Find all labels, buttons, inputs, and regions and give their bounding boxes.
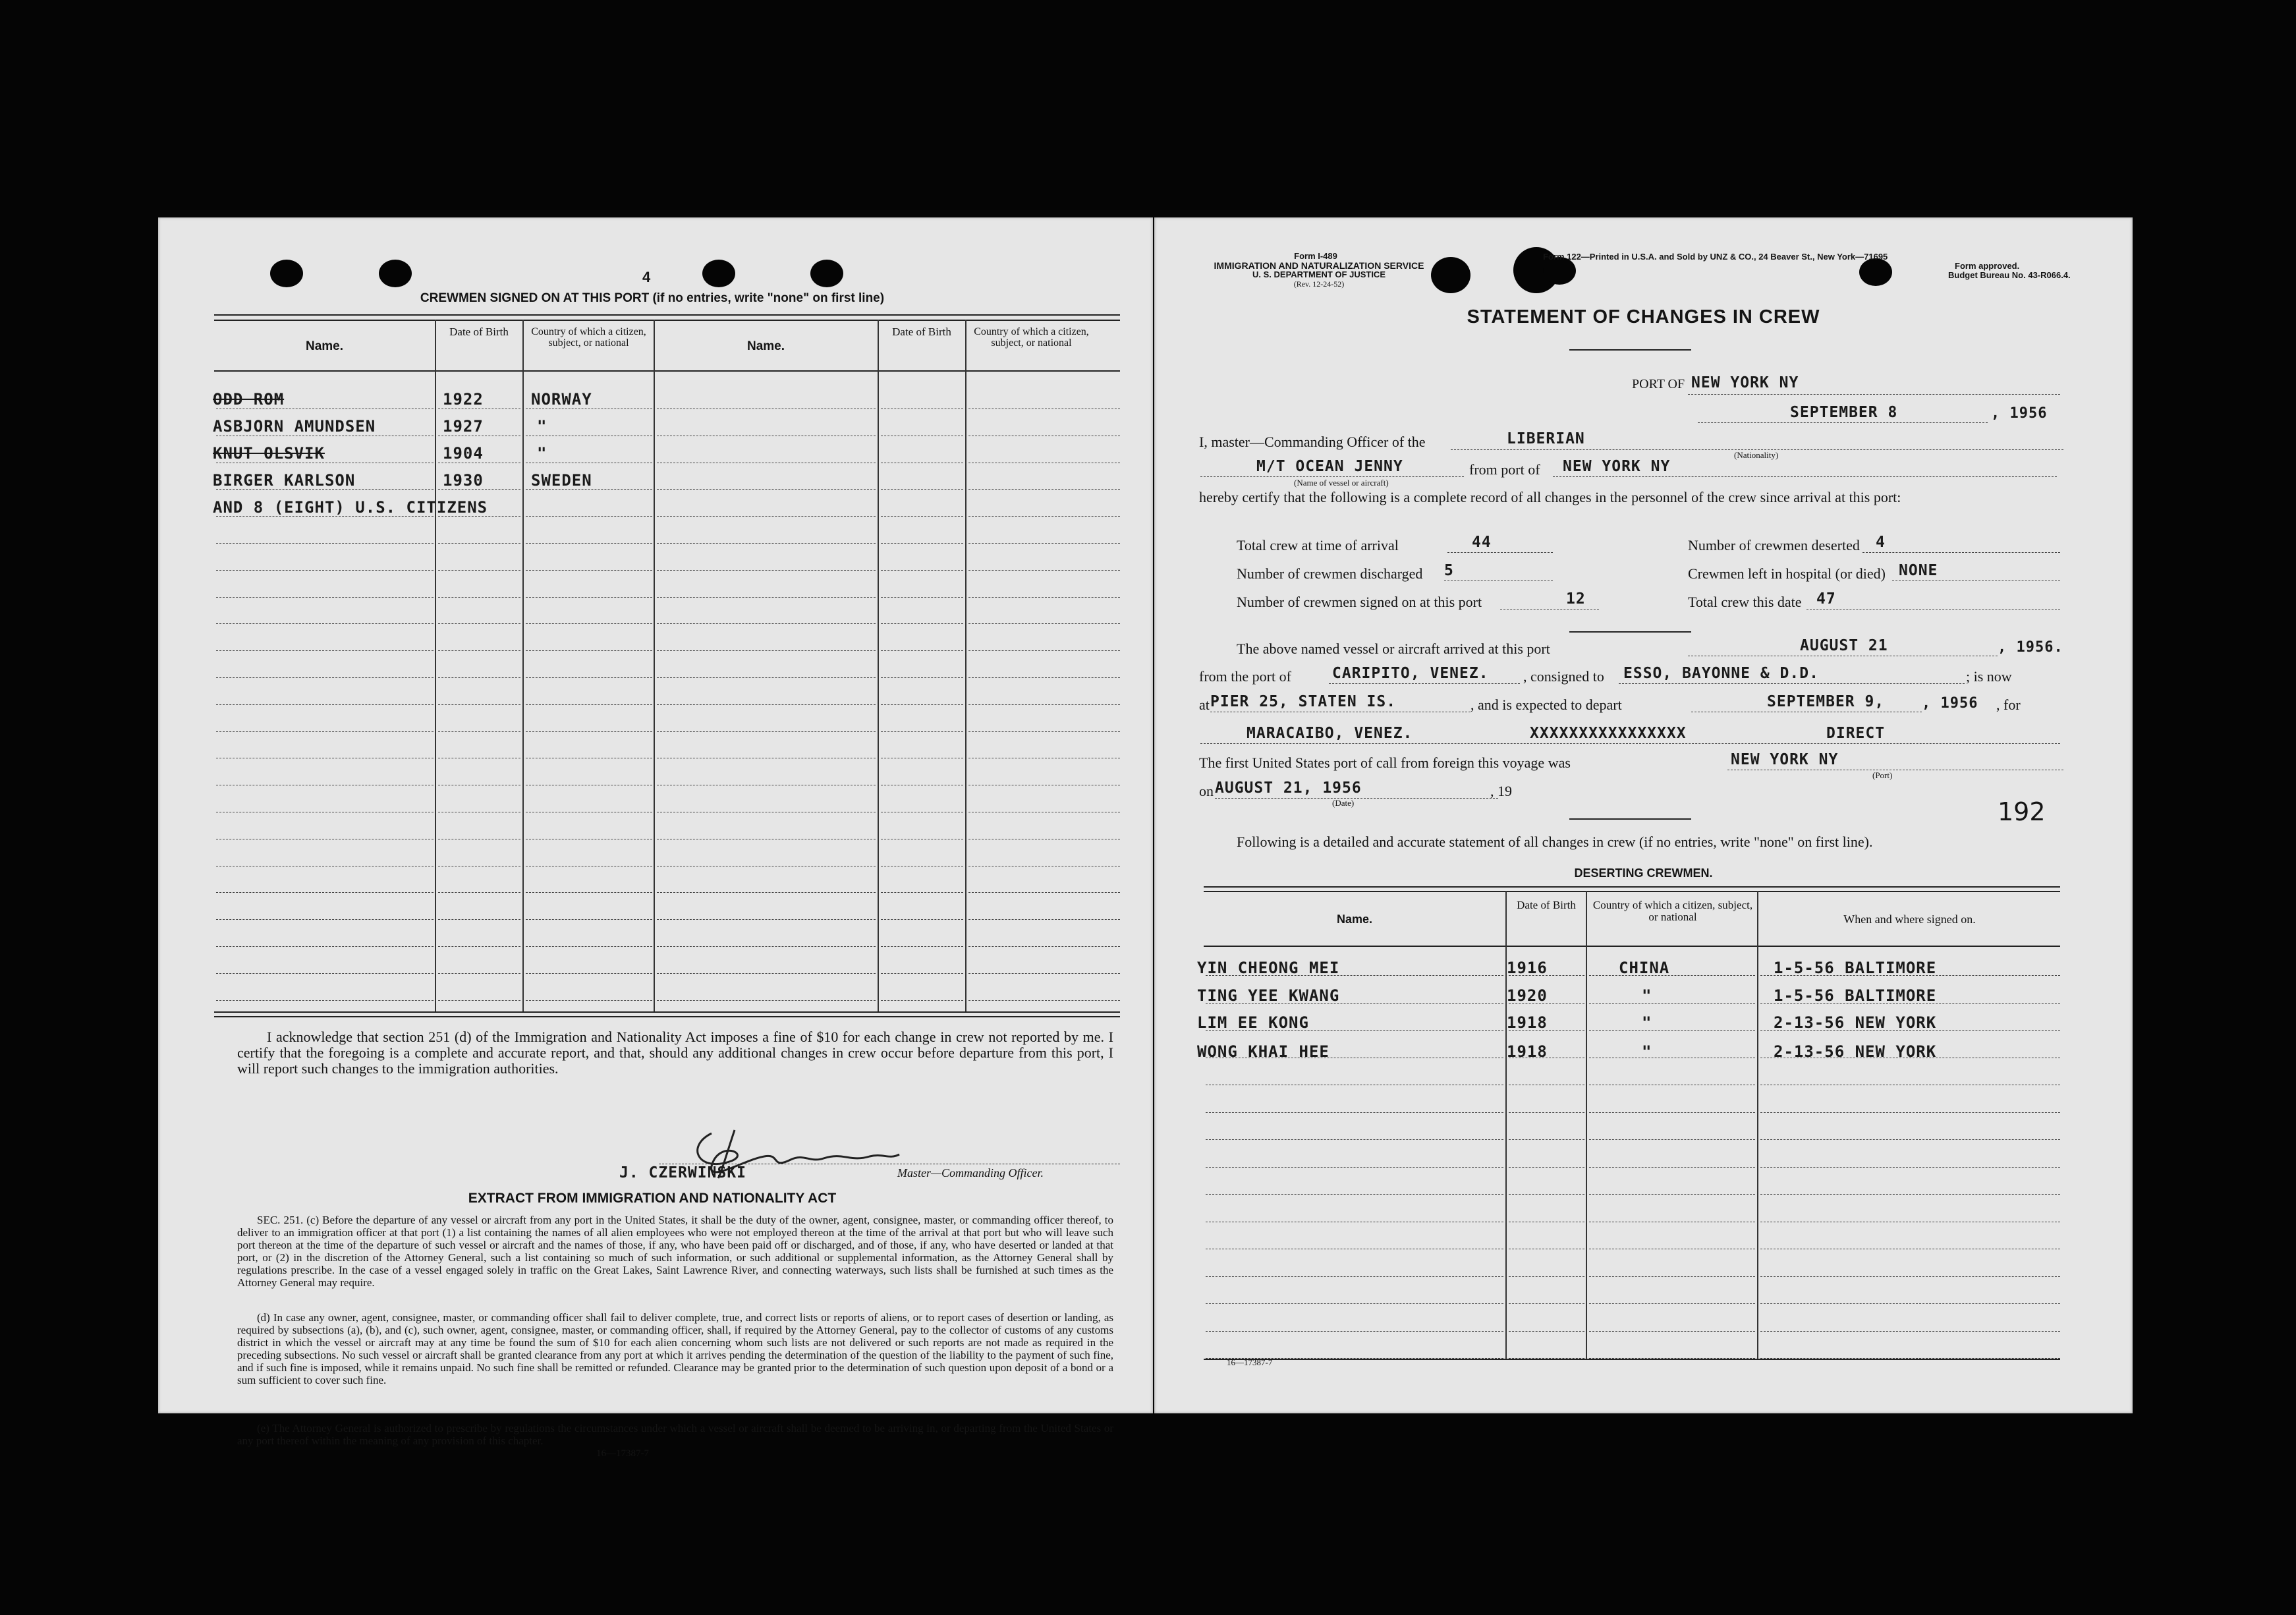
arrived-value: AUGUST 21: [1800, 637, 1888, 654]
row-rule: [1206, 1112, 1503, 1113]
row-rule: [438, 704, 520, 705]
row-rule: [657, 543, 876, 544]
signed-on-label: Number of crewmen signed on at this port: [1237, 594, 1482, 610]
arrived-label: The above named vessel or aircraft arrived at this port: [1237, 640, 1550, 657]
crew-country: ": [537, 444, 547, 463]
footer-code: 16—17387-7: [596, 1448, 649, 1459]
row-rule: [216, 570, 434, 571]
printer-line: Form 122—Printed in U.S.A. and Sold by UNZ & CO., 24 Beaver St., New York—71695: [1543, 252, 1888, 262]
row-rule: [1760, 1276, 2060, 1277]
row-rule: [1509, 1303, 1584, 1304]
vessel-caption: (Name of vessel or aircraft): [1294, 478, 1389, 488]
row-rule: [216, 543, 434, 544]
deserter-country: ": [1642, 986, 1652, 1005]
row-rule: [1206, 1194, 1503, 1195]
extract-section-c: SEC. 251. (c) Before the departure of any vessel or aircraft from any port in the United States, it shall be the duty of the owner, agent, consignee, master, or commanding officer thereof, to deliver to an immigration officer at that port (1) a list containing the names of all alien employees who were not employed thereon at the time of the arrival at that port but who will leave such port thereon at the time of the departure of such vessel or aircraft and the names of those, if any, who have been paid off or discharged, and of those, if any, who have deserted or landed at that port, or (2) in the discretion of the Attorney General, such a list containing so much of such information, or such additional or supplemental information, as the Attorney General shall by regulations prescribe. In the case of a vessel engaged solely in traffic on the Great Lakes, Saint Lawrence River, and connecting waterways, such lists shall be furnished at such times as the Attorney General may require.: [237, 1214, 1113, 1289]
acknowledgement-text: I acknowledge that section 251 (d) of the Immigration and Nationality Act imposes a fine of $10 for each change in crew not reported by me. I certify that the foregoing is a complete and accurate report, and that, should any additional changes in crew occur before departure from this port, I will report such changes to the immigration authorities.: [237, 1029, 1113, 1077]
col-dob: Date of Birth: [1517, 899, 1576, 911]
col-name: Name.: [305, 339, 344, 353]
from-port-label: from port of: [1469, 461, 1540, 478]
row-rule: [968, 597, 1120, 598]
deserter-name: WONG KHAI HEE: [1197, 1042, 1330, 1061]
crew-name: ASBJORN AMUNDSEN: [213, 417, 376, 436]
crew-name: KNUT OLSVIK: [213, 444, 325, 463]
row-rule: [1589, 975, 1755, 976]
punch-hole: [379, 260, 412, 287]
row-rule: [881, 677, 963, 678]
row-rule: [657, 973, 876, 974]
report-date: SEPTEMBER 8: [1790, 404, 1898, 421]
nationality-caption: (Nationality): [1734, 450, 1779, 460]
vessel-nationality: LIBERIAN: [1507, 430, 1585, 447]
punch-hole: [702, 260, 735, 287]
is-now-label: ; is now: [1966, 668, 2012, 685]
row-rule: [968, 892, 1120, 893]
row-rule: [438, 570, 520, 571]
consigned-label: , consigned to: [1523, 668, 1604, 685]
row-rule: [881, 650, 963, 651]
certify-text: hereby certify that the following is a complete record of all changes in the personnel of the crew since arrival at this port:: [1199, 489, 1901, 505]
row-rule: [881, 919, 963, 920]
row-rule: [216, 919, 434, 920]
row-rule: [1509, 1167, 1584, 1168]
row-rule: [1589, 1331, 1755, 1332]
row-rule: [657, 919, 876, 920]
crew-country: SWEDEN: [531, 471, 592, 490]
row-rule: [968, 489, 1120, 490]
crew-name: ODD ROM: [213, 390, 285, 409]
row-rule: [1206, 1167, 1503, 1168]
document-title: STATEMENT OF CHANGES IN CREW: [1467, 306, 1820, 327]
total-crew-label: Total crew at time of arrival: [1237, 537, 1399, 553]
crew-dob: 1904: [443, 444, 484, 463]
row-rule: [216, 677, 434, 678]
row-rule: [438, 919, 520, 920]
following-text: Following is a detailed and accurate statement of all changes in crew (if no entries, write "none" on first line).: [1237, 834, 1873, 850]
total-date-value: 47: [1816, 590, 1836, 608]
row-rule: [881, 597, 963, 598]
consigned-value: ESSO, BAYONNE & D.D.: [1623, 665, 1819, 682]
deserter-name: YIN CHEONG MEI: [1197, 959, 1340, 977]
destination-struck: XXXXXXXXXXXXXXXX: [1530, 725, 1687, 742]
arrived-year: , 1956.: [1998, 639, 2063, 656]
row-rule: [657, 489, 876, 490]
row-rule: [881, 623, 963, 624]
row-rule: [968, 919, 1120, 920]
row-rule: [526, 570, 652, 571]
row-rule: [526, 704, 652, 705]
row-rule: [1509, 1112, 1584, 1113]
stamp-number: 192: [1998, 797, 2046, 826]
row-rule: [657, 516, 876, 517]
row-rule: [1589, 1194, 1755, 1195]
row-rule: [1589, 1139, 1755, 1140]
row-rule: [968, 973, 1120, 974]
col-country: Country of which a citizen, subject, or national: [1592, 899, 1753, 923]
row-rule: [216, 597, 434, 598]
discharged-value: 5: [1444, 562, 1454, 579]
row-rule: [1589, 1167, 1755, 1168]
row-rule: [1760, 1331, 2060, 1332]
row-rule: [1509, 1331, 1584, 1332]
crew-name: AND 8 (EIGHT) U.S. CITIZENS: [213, 498, 488, 517]
deserter-country: ": [1642, 1042, 1652, 1061]
row-rule: [657, 892, 876, 893]
on-year: , 19: [1490, 783, 1512, 799]
col-country: Country of which a citizen, subject, or national: [531, 326, 646, 349]
crew-country: ": [537, 417, 547, 436]
row-rule: [526, 919, 652, 920]
destination-extra: DIRECT: [1826, 725, 1886, 742]
form-number: Form I-489: [1294, 251, 1337, 261]
row-rule: [438, 892, 520, 893]
row-rule: [1509, 1139, 1584, 1140]
row-rule: [881, 973, 963, 974]
row-rule: [1206, 1276, 1503, 1277]
for-label: , for: [1996, 696, 2021, 713]
row-rule: [1509, 1276, 1584, 1277]
row-rule: [526, 946, 652, 947]
row-rule: [1206, 1331, 1503, 1332]
row-rule: [881, 1000, 963, 1001]
deserting-heading: DESERTING CREWMEN.: [1574, 866, 1713, 880]
deserted-value: 4: [1876, 534, 1886, 551]
at-label: at: [1199, 696, 1210, 713]
row-rule: [438, 973, 520, 974]
deserter-name: LIM EE KONG: [1197, 1013, 1309, 1032]
row-rule: [438, 543, 520, 544]
row-rule: [881, 731, 963, 732]
port-label: PORT OF: [1632, 377, 1685, 391]
hospital-label: Crewmen left in hospital (or died): [1688, 565, 1886, 582]
crew-dob: 1922: [443, 390, 484, 409]
first-port-label: The first United States port of call from foreign this voyage was: [1199, 754, 1571, 771]
row-rule: [968, 946, 1120, 947]
row-rule: [438, 650, 520, 651]
row-rule: [968, 677, 1120, 678]
total-crew-value: 44: [1472, 534, 1492, 551]
crew-country: NORWAY: [531, 390, 592, 409]
row-rule: [657, 570, 876, 571]
row-rule: [968, 1000, 1120, 1001]
row-rule: [657, 650, 876, 651]
left-page: [158, 217, 1153, 1459]
signature-caption: Master—Commanding Officer.: [897, 1166, 1044, 1179]
col-dob: Date of Birth: [449, 326, 509, 338]
col-signed: When and where signed on.: [1843, 913, 1976, 926]
first-port-value: NEW YORK NY: [1731, 751, 1839, 768]
at-value: PIER 25, STATEN IS.: [1210, 693, 1397, 710]
punch-hole: [810, 260, 843, 287]
row-rule: [1589, 1276, 1755, 1277]
row-rule: [438, 731, 520, 732]
row-rule: [657, 1000, 876, 1001]
discharged-label: Number of crewmen discharged: [1237, 565, 1423, 582]
punch-hole: [270, 260, 303, 287]
row-rule: [216, 973, 434, 974]
row-rule: [438, 623, 520, 624]
on-value: AUGUST 21, 1956: [1215, 779, 1362, 797]
crew-dob: 1927: [443, 417, 484, 436]
row-rule: [657, 731, 876, 732]
on-label: on: [1199, 783, 1214, 799]
row-rule: [1760, 1167, 2060, 1168]
row-rule: [526, 597, 652, 598]
footer-code: 16—17387-7: [1227, 1357, 1273, 1367]
row-rule: [881, 489, 963, 490]
row-rule: [216, 731, 434, 732]
destination-value: MARACAIBO, VENEZ.: [1246, 725, 1413, 742]
row-rule: [438, 946, 520, 947]
deserter-dob: 1920: [1507, 986, 1548, 1005]
row-rule: [881, 516, 963, 517]
total-date-label: Total crew this date: [1688, 594, 1802, 610]
row-rule: [657, 946, 876, 947]
deserter-country: CHINA: [1619, 959, 1670, 977]
hospital-value: NONE: [1899, 562, 1938, 579]
row-rule: [657, 677, 876, 678]
row-rule: [881, 704, 963, 705]
row-rule: [526, 623, 652, 624]
row-rule: [526, 677, 652, 678]
row-rule: [968, 650, 1120, 651]
row-rule: [438, 597, 520, 598]
row-rule: [968, 731, 1120, 732]
row-rule: [657, 597, 876, 598]
row-rule: [526, 973, 652, 974]
deserted-label: Number of crewmen deserted: [1688, 537, 1860, 553]
deserter-signed: 1-5-56 BALTIMORE: [1774, 986, 1937, 1005]
row-rule: [1589, 1030, 1755, 1031]
approval-line-2: Budget Bureau No. 43-R066.4.: [1948, 270, 2071, 280]
master-label: I, master—Commanding Officer of the: [1199, 434, 1426, 450]
row-rule: [526, 650, 652, 651]
deserter-dob: 1918: [1507, 1013, 1548, 1032]
deserter-country: ": [1642, 1013, 1652, 1032]
row-rule: [216, 1000, 434, 1001]
row-rule: [657, 623, 876, 624]
row-rule: [1589, 1112, 1755, 1113]
signed-on-value: 12: [1566, 590, 1586, 608]
row-rule: [968, 704, 1120, 705]
port-value: NEW YORK NY: [1691, 374, 1799, 391]
form-revision: (Rev. 12-24-52): [1293, 279, 1345, 289]
row-rule: [216, 892, 434, 893]
row-rule: [526, 516, 652, 517]
deserter-signed: 2-13-56 NEW YORK: [1774, 1013, 1937, 1032]
row-rule: [526, 892, 652, 893]
deserter-signed: 1-5-56 BALTIMORE: [1774, 959, 1937, 977]
row-rule: [216, 650, 434, 651]
page-number: 4: [642, 269, 651, 285]
from-port-value: NEW YORK NY: [1563, 458, 1671, 475]
date-caption: (Date): [1332, 798, 1355, 808]
col-dob-2: Date of Birth: [892, 326, 951, 338]
row-rule: [968, 516, 1120, 517]
col-name: Name.: [1336, 913, 1373, 926]
col-name-2: Name.: [746, 339, 785, 353]
agency-line-2: U. S. DEPARTMENT OF JUSTICE: [1252, 269, 1386, 279]
deserter-name: TING YEE KWANG: [1197, 986, 1340, 1005]
from-label: from the port of: [1199, 668, 1291, 685]
deserter-dob: 1918: [1507, 1042, 1548, 1061]
master-name: J. CZERWINSKI: [619, 1164, 747, 1181]
row-rule: [881, 892, 963, 893]
approval-line-1: Form approved.: [1955, 261, 2020, 271]
row-rule: [881, 570, 963, 571]
row-rule: [1589, 1303, 1755, 1304]
vessel-name: M/T OCEAN JENNY: [1256, 458, 1403, 475]
row-rule: [968, 570, 1120, 571]
row-rule: [968, 543, 1120, 544]
row-rule: [1760, 1194, 2060, 1195]
row-rule: [216, 623, 434, 624]
extract-title: EXTRACT FROM IMMIGRATION AND NATIONALITY ACT: [468, 1191, 837, 1206]
crew-dob: 1930: [443, 471, 484, 490]
row-rule: [1760, 1112, 2060, 1113]
punch-hole: [1859, 258, 1892, 286]
row-rule: [1760, 1139, 2060, 1140]
crew-name: BIRGER KARLSON: [213, 471, 356, 490]
row-rule: [968, 623, 1120, 624]
depart-value: SEPTEMBER 9,: [1767, 693, 1885, 710]
row-rule: [526, 543, 652, 544]
deserter-signed: 2-13-56 NEW YORK: [1774, 1042, 1937, 1061]
row-rule: [216, 704, 434, 705]
depart-year: , 1956: [1922, 695, 1978, 712]
col-country-2: Country of which a citizen, subject, or national: [974, 326, 1089, 349]
row-rule: [438, 677, 520, 678]
row-rule: [1206, 1139, 1503, 1140]
row-rule: [1206, 1303, 1503, 1304]
row-rule: [1589, 1003, 1755, 1004]
crewmen-signed-heading: CREWMEN SIGNED ON AT THIS PORT (if no entries, write "none" on first line): [420, 291, 885, 305]
row-rule: [216, 946, 434, 947]
depart-label: , and is expected to depart: [1470, 696, 1622, 713]
row-rule: [1760, 1303, 2060, 1304]
row-rule: [438, 1000, 520, 1001]
row-rule: [881, 946, 963, 947]
extract-section-d: (d) In case any owner, agent, consignee, master, or commanding officer shall fail to deliver complete, true, and correct lists or reports of aliens, or to report cases of desertion or landing, as required by subsections (a), (b), and (c), such owner, agent, consignee, master, or commanding officer, shall, if required by the Attorney General, pay to the collector of customs of any customs district in which the vessel or aircraft may at any time be found the sum of $10 for each alien concerning whom such lists are not delivered or such reports are not made as required in the preceding subsections. No such vessel or aircraft shall be granted clearance from any port at which it arrives pending the determination of the question of the liability to the payment of such fine, and if such fine is imposed, while it remains unpaid. No such fine shall be remitted or refunded. Clearance may be granted prior to the determination of such question upon deposit of a bond or a sum sufficient to cover such fine.: [237, 1311, 1113, 1386]
row-rule: [881, 543, 963, 544]
row-rule: [526, 1000, 652, 1001]
row-rule: [526, 731, 652, 732]
extract-section-e: (e) The Attorney General is authorized to prescribe by regulations the circumstances under which a vessel or aircraft shall be deemed to be arriving in, or departing from the United States or any port thereof within the meaning of any provision of this chapter.: [237, 1422, 1113, 1447]
deserter-dob: 1916: [1507, 959, 1548, 977]
agency-line-1: IMMIGRATION AND NATURALIZATION SERVICE: [1214, 260, 1424, 271]
report-year: , 1956: [1991, 405, 2048, 422]
port-caption: (Port): [1872, 770, 1893, 780]
row-rule: [1509, 1194, 1584, 1195]
row-rule: [657, 704, 876, 705]
from-value: CARIPITO, VENEZ.: [1332, 665, 1489, 682]
right-page: [1154, 217, 2133, 1413]
